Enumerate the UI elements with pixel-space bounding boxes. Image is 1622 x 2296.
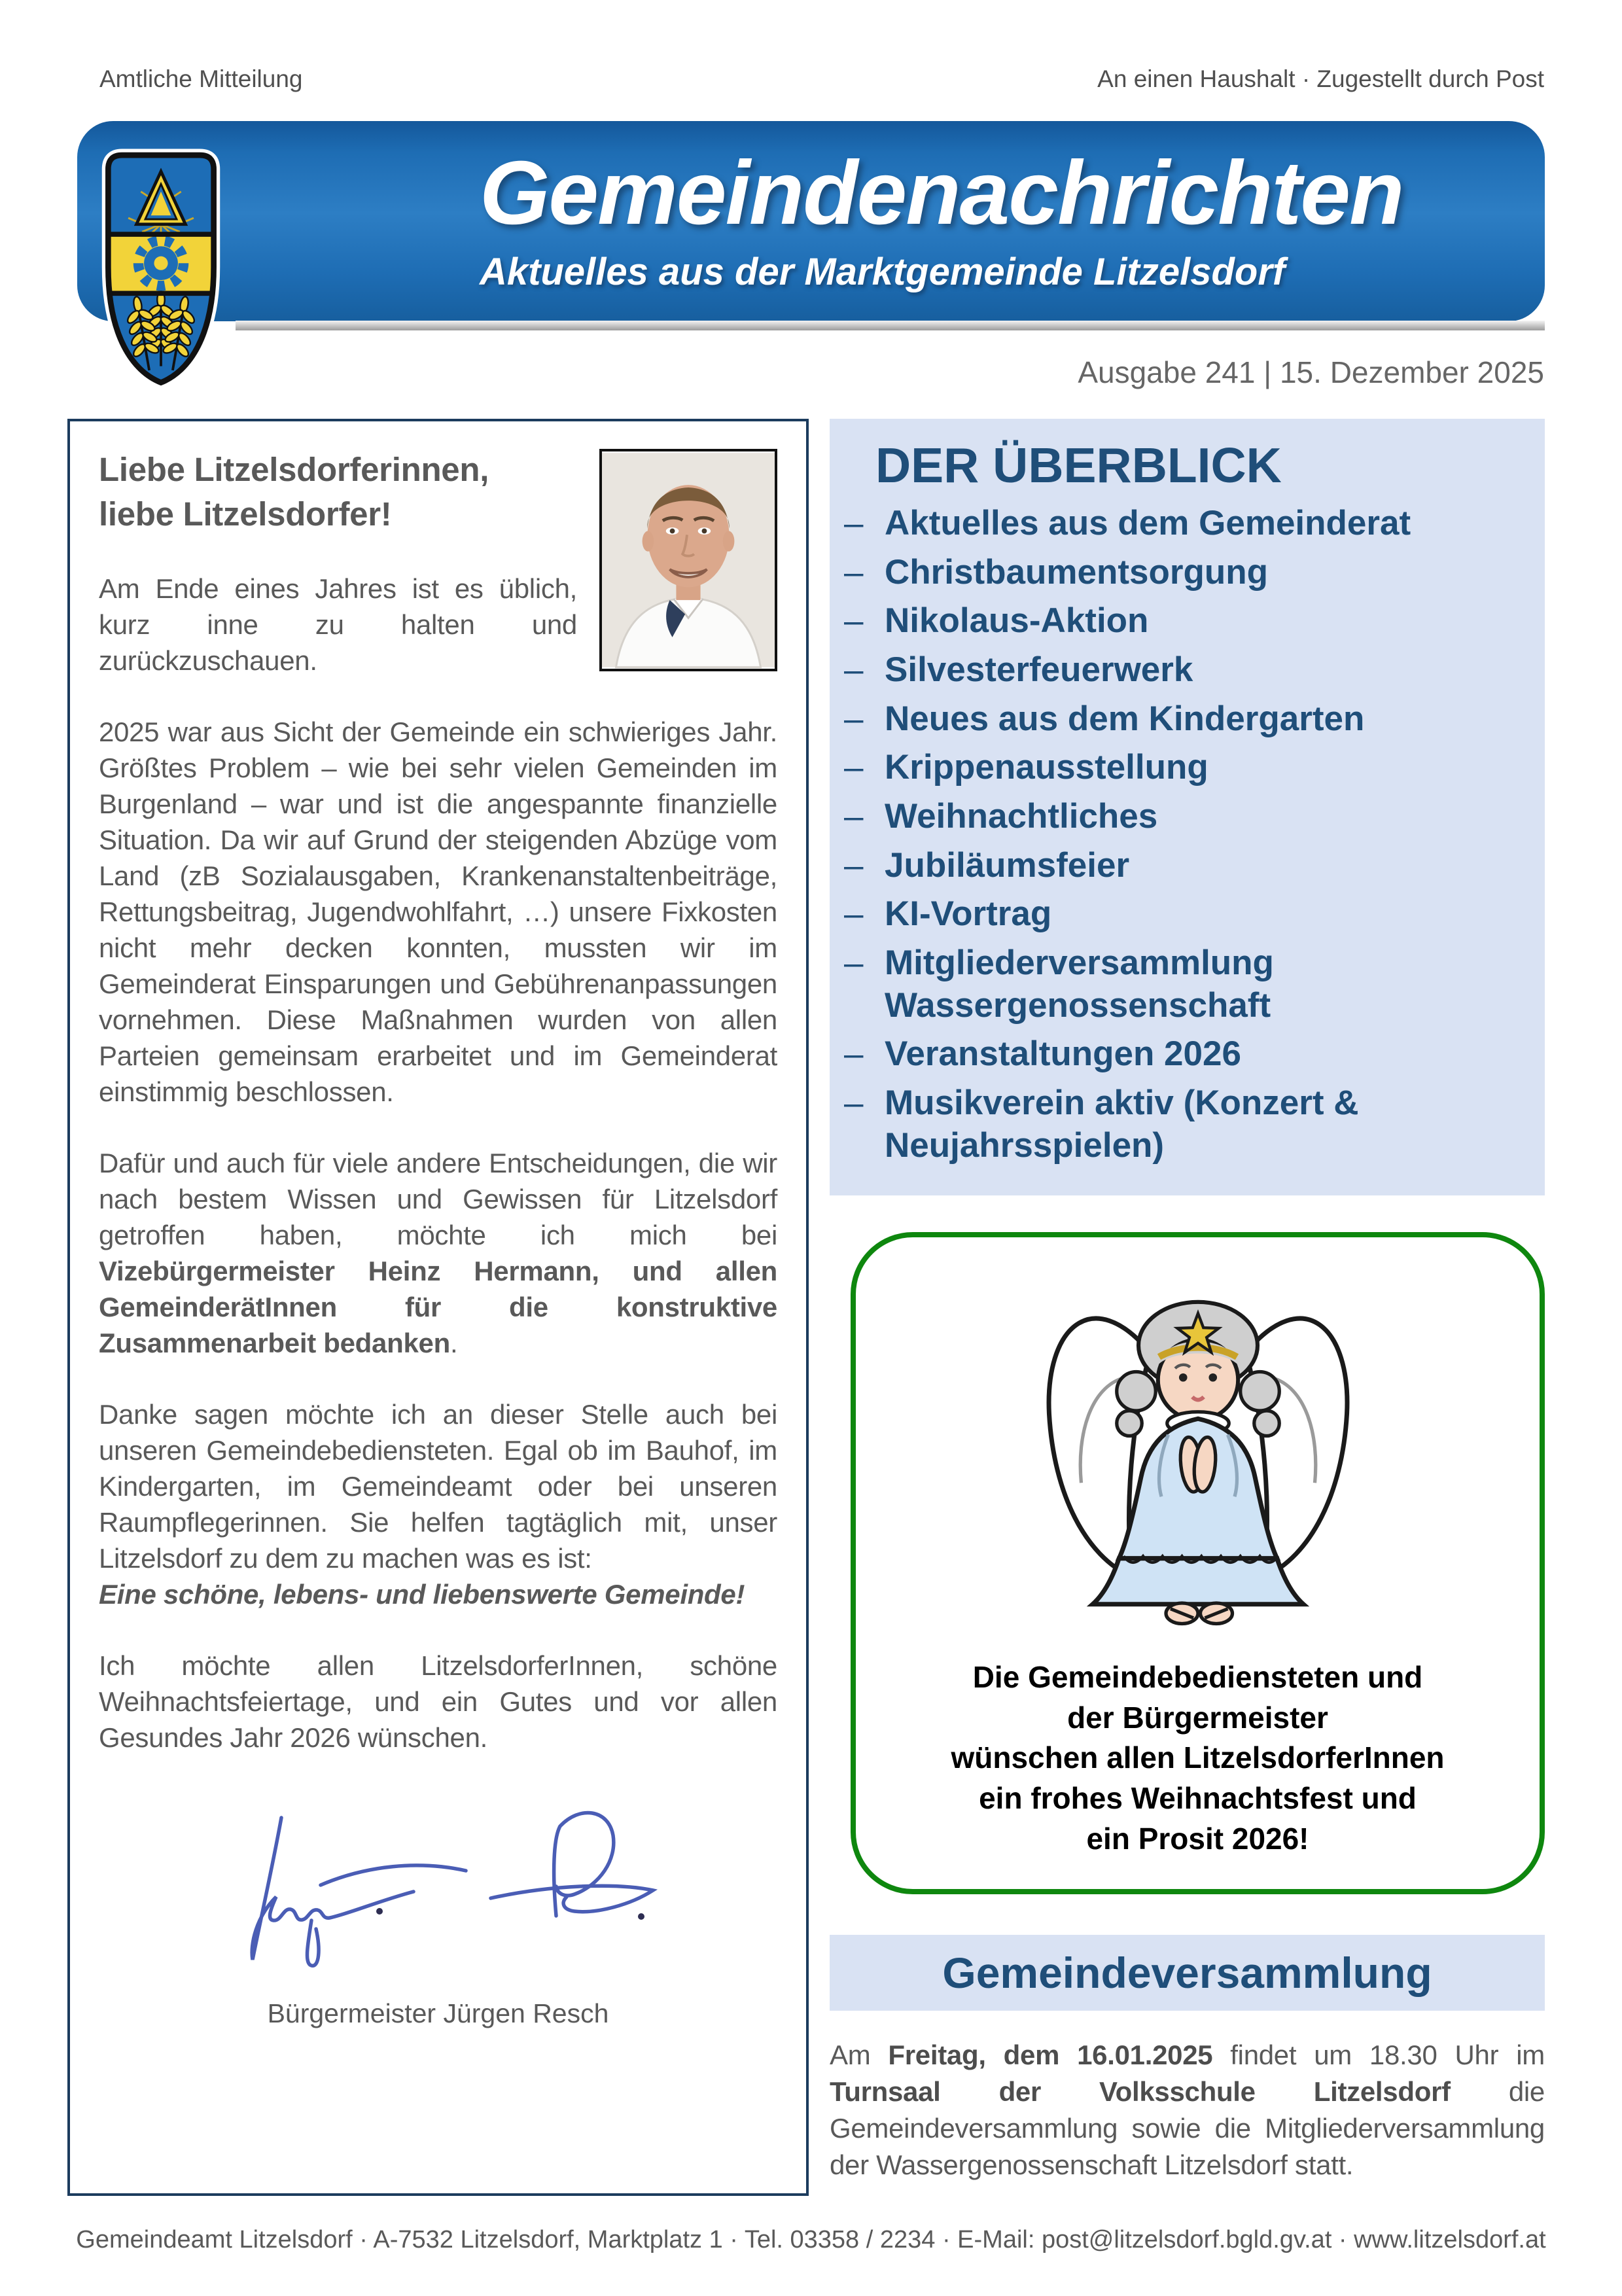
letter-p3-normal: Dafür und auch für viele andere Entscheidungen, die wir nach bestem Wissen und Gewissen für Litzelsdorf getroffen haben, möchte ich mich bei: [99, 1147, 777, 1250]
mayor-signature: [183, 1788, 694, 1985]
banner-shadow-strip: [236, 321, 1545, 330]
overview-item-label: KI-Vortrag: [885, 894, 1052, 934]
greeting-line: Die Gemeindebediensteten und: [972, 1660, 1423, 1695]
mayor-photo: [599, 449, 777, 671]
assembly-date-bold: Freitag, dem 16.01.2025: [888, 2040, 1213, 2071]
bullet-dash: –: [844, 1034, 864, 1074]
overview-item: [844, 552, 1525, 594]
letter-p3-period: .: [450, 1327, 458, 1358]
bullet-dash: –: [844, 552, 864, 592]
assembly-text-2: findet um 18.30 Uhr im: [1212, 2040, 1545, 2071]
bullet-dash: –: [844, 601, 864, 641]
overview-item-label: Veranstaltungen 2026: [885, 1034, 1241, 1074]
overview-list: [844, 503, 1525, 1167]
bullet-dash: –: [844, 699, 864, 738]
bullet-dash: –: [844, 1083, 864, 1122]
overview-item: [844, 600, 1525, 643]
overview-item-label: Nikolaus-Aktion: [885, 601, 1149, 641]
salutation-line-2: liebe Litzelsdorfer!: [99, 495, 392, 533]
masthead-left-label: Amtliche Mitteilung: [99, 65, 303, 92]
bullet-dash: –: [844, 943, 864, 982]
overview-item: [844, 1033, 1525, 1076]
newsletter-title: Gemeindenachrichten: [480, 143, 1403, 243]
salutation-line-1: Liebe Litzelsdorferinnen,: [99, 451, 489, 488]
letter-paragraph-1: Am Ende eines Jahres ist es üblich, kurz inne zu halten und zurückzuschauen.: [99, 573, 577, 676]
assembly-section: [830, 1935, 1545, 2183]
overview-box: [830, 419, 1545, 1195]
bullet-dash: –: [844, 748, 864, 787]
angel-icon: [1015, 1256, 1381, 1648]
issue-date-line: Ausgabe 241 | 15. Dezember 2025: [1078, 355, 1544, 389]
banner-text: [480, 143, 1403, 294]
letter-paragraph-2: 2025 war aus Sicht der Gemeinde ein schwieriges Jahr. Größtes Problem – wie bei sehr vielen Gemeinden im Burgenland – war und ist die angespannte finanzielle Situation. Da wir auf Grund der steigenden Abzüge vom Land (zB Sozialausgaben, Krankenanstaltenbeiträge, Rettungsbeitrag, Jugendwohlfahrt, …) unsere Fixkosten nicht mehr decken konnten, mussten wir im Gemeinderat Einsparungen und Gebührenanpassungen vornehmen. Diese Maßnahmen wurden von allen Parteien gemeinsam erarbeitet und im Gemeinderat einstimmig beschlossen.: [99, 716, 777, 1107]
assembly-paragraph: [830, 2037, 1545, 2183]
assembly-text-1: Am: [830, 2040, 889, 2071]
newsletter-subtitle: Aktuelles aus der Marktgemeinde Litzelsdorf: [480, 250, 1286, 293]
overview-item-label: Jubiläumsfeier: [885, 845, 1130, 885]
assembly-place-bold: Turnsaal der Volksschule Litzelsdorf: [830, 2076, 1451, 2108]
letter-paragraph-5: Eine schöne, lebens- und liebenswerte Gemeinde!: [99, 1579, 745, 1610]
bullet-dash: –: [844, 796, 864, 836]
overview-item: [844, 796, 1525, 838]
overview-item: [844, 649, 1525, 692]
overview-item: [844, 1082, 1525, 1167]
overview-item-label: Silvesterfeuerwerk: [885, 650, 1193, 689]
greeting-lines: [951, 1657, 1444, 1859]
overview-item: [844, 698, 1525, 741]
assembly-title-strip: [830, 1935, 1545, 2011]
overview-item: [844, 503, 1525, 545]
overview-item-label: Weihnachtliches: [885, 796, 1158, 836]
overview-item-label: Krippenausstellung: [885, 748, 1208, 787]
overview-item-label: Aktuelles aus dem Gemeinderat: [885, 504, 1411, 542]
greeting-line: der Bürgermeister: [1067, 1700, 1328, 1735]
bullet-dash: –: [844, 504, 864, 542]
bullet-dash: –: [844, 894, 864, 934]
overview-item-label: Mitgliederversammlung Wassergenossenschaft: [885, 943, 1274, 1025]
masthead-right-label: An einen Haushalt · Zugestellt durch Post: [1097, 65, 1544, 92]
content-columns: [67, 419, 1545, 2196]
overview-item-label: Christbaumentsorgung: [885, 552, 1268, 592]
coat-of-arms-icon: [98, 147, 224, 387]
letter-paragraph-3: [99, 1145, 777, 1361]
overview-title: DER ÜBERBLICK: [875, 438, 1282, 493]
overview-item: [844, 845, 1525, 887]
bullet-dash: –: [844, 845, 864, 885]
letter-p3-bold: Vizebürgermeister Heinz Hermann, und allen GemeinderätInnen für die konstruktive Zusammenarbeit bedanken: [99, 1255, 777, 1358]
greeting-box: [851, 1232, 1545, 1894]
mayor-letter-box: [67, 419, 809, 2196]
assembly-title: Gemeindeversammlung: [942, 1949, 1432, 1998]
right-column: [830, 419, 1545, 2183]
letter-paragraph-6: Ich möchte allen LitzelsdorferInnen, schöne Weihnachtsfeiertage, und ein Gutes und vor allen Gesundes Jahr 2026 wünschen.: [99, 1650, 777, 1754]
overview-item-label: Musikverein aktiv (Konzert & Neujahrsspielen): [885, 1083, 1359, 1165]
overview-item: [844, 942, 1525, 1027]
overview-item-label: Neues aus dem Kindergarten: [885, 699, 1365, 738]
signature-caption: Bürgermeister Jürgen Resch: [267, 1998, 609, 2029]
overview-item: [844, 893, 1525, 936]
greeting-line: ein Prosit 2026!: [1086, 1821, 1309, 1856]
greeting-line: ein frohes Weihnachtsfest und: [979, 1781, 1417, 1816]
assembly-text-3: die Gemeindeversammlung sowie die Mitgliederversammlung der Wassergenossenschaft Litzelsdorf statt.: [830, 2076, 1545, 2180]
overview-item: [844, 747, 1525, 789]
banner: [77, 121, 1545, 321]
letter-paragraph-4: Danke sagen möchte ich an dieser Stelle auch bei unseren Gemeindebediensteten. Egal ob im Bauhof, im Kindergarten, im Gemeindeamt oder bei unseren Raumpflegerinnen. Sie helfen tagtäglich mit, unser Litzelsdorf zu dem zu machen was es ist:: [99, 1398, 777, 1574]
greeting-line: wünschen allen LitzelsdorferInnen: [951, 1740, 1445, 1775]
footer-contact-line: Gemeindeamt Litzelsdorf · A-7532 Litzelsdorf, Marktplatz 1 · Tel. 03358 / 2234 · E-Mail: post@litzelsdorf.bgld.gv.at · www.litzelsdorf.at: [76, 2226, 1546, 2253]
bullet-dash: –: [844, 650, 864, 689]
